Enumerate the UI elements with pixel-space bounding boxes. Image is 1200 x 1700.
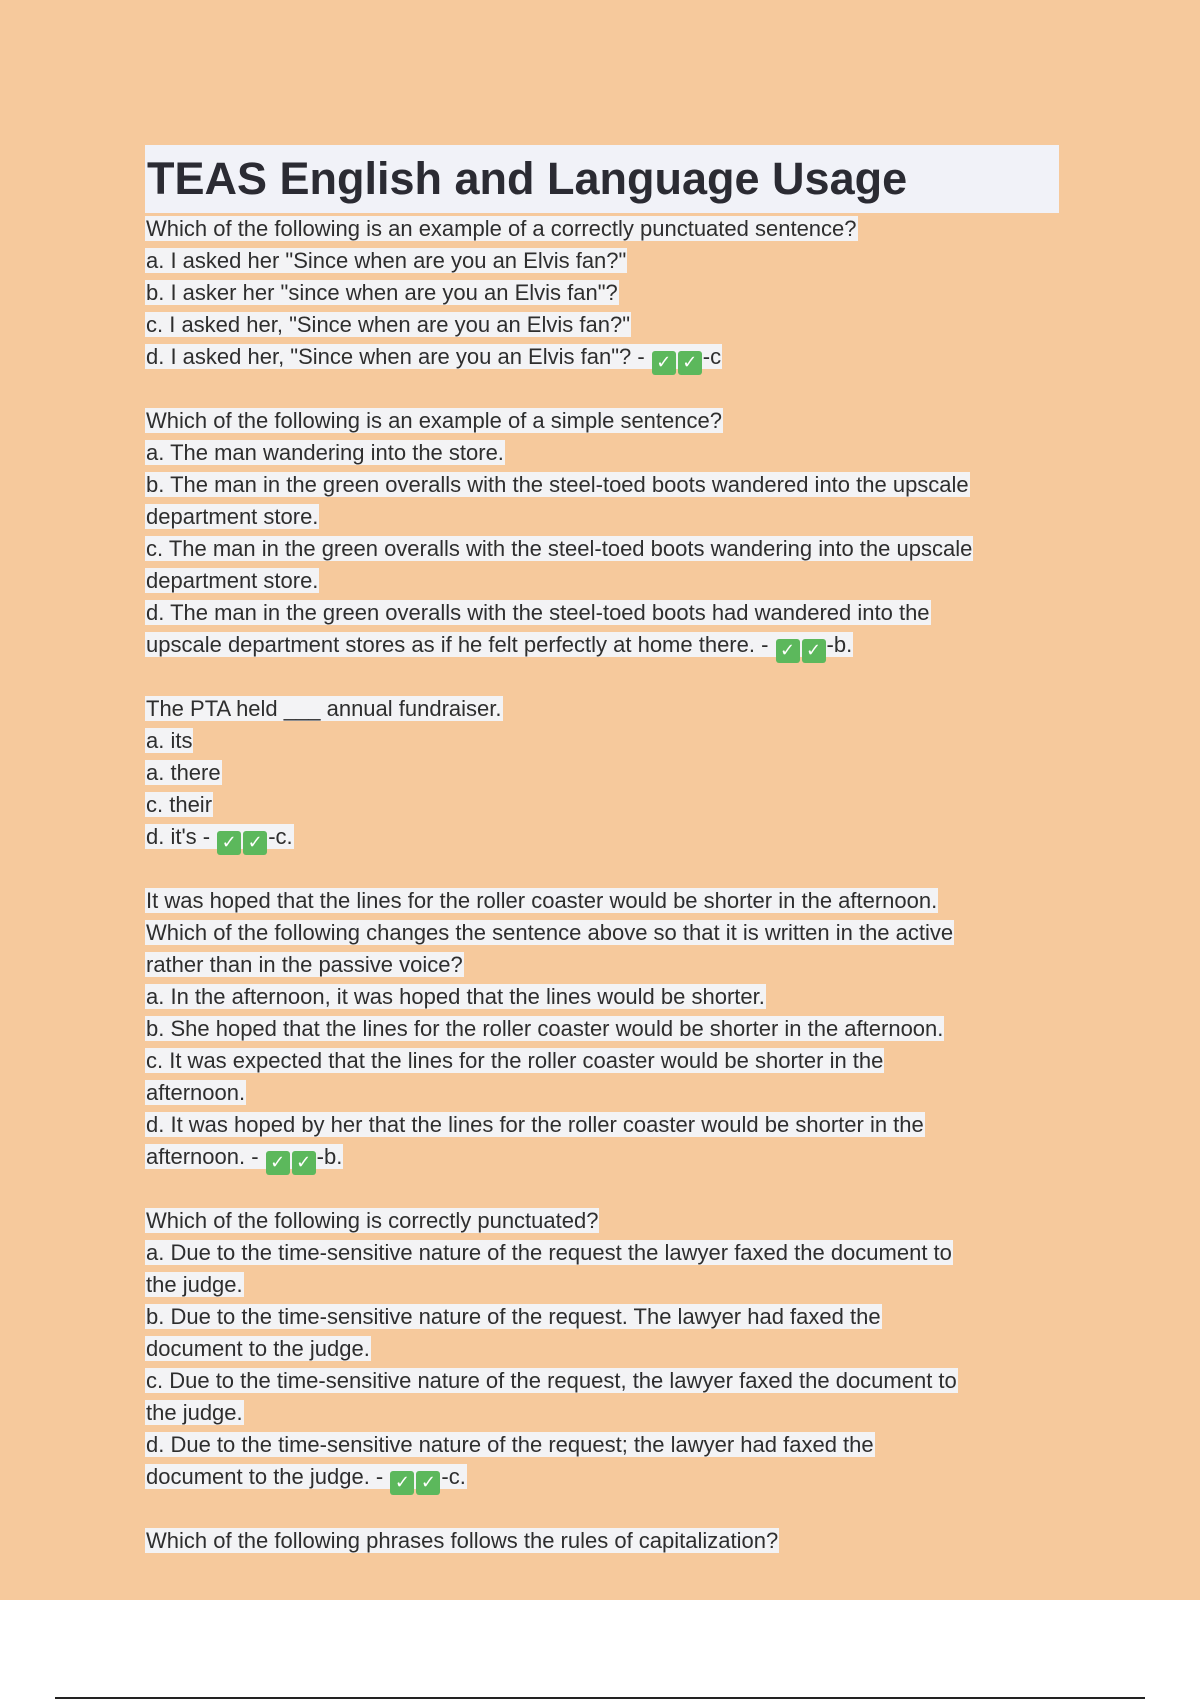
check-mark-icon: ✓ <box>416 1471 440 1495</box>
q2-answer: -b. <box>826 632 853 657</box>
check-mark-icon: ✓ <box>243 831 267 855</box>
check-mark-icon: ✓ <box>217 831 241 855</box>
q1-option-c: c. I asked her, "Since when are you an Elvis fan?" <box>146 312 630 337</box>
q1-option-a: a. I asked her "Since when are you an Elvis fan?" <box>146 248 627 273</box>
q5-option-a-cont: the judge. <box>146 1272 243 1297</box>
q5-option-d-cont: document to the judge. - ✓ ✓ -c. <box>146 1464 466 1493</box>
question-4-cont: rather than in the passive voice? <box>146 952 463 977</box>
q3-option-c: c. their <box>146 792 213 817</box>
page-title: TEAS English and Language Usage <box>145 145 1059 213</box>
check-mark-icon: ✓ <box>390 1471 414 1495</box>
q5-option-c-cont: the judge. <box>146 1400 243 1425</box>
q4-answer: -b. <box>316 1144 343 1169</box>
q2-option-d-cont: upscale department stores as if he felt perfectly at home there. - ✓ ✓ -b. <box>146 632 853 661</box>
q3-option-a: a. its <box>146 728 193 753</box>
question-3: The PTA held ___ annual fundraiser. <box>146 696 502 721</box>
q5-answer: -c. <box>441 1464 466 1489</box>
q2-option-b-cont: department store. <box>146 504 319 529</box>
question-5: Which of the following is correctly punctuated? <box>146 1208 599 1233</box>
check-mark-icon: ✓ <box>266 1151 290 1175</box>
footer-divider <box>55 1697 1145 1699</box>
q4-option-c-cont: afternoon. <box>146 1080 246 1105</box>
q3-option-b: a. there <box>146 760 221 785</box>
q2-option-b: b. The man in the green overalls with the steel-toed boots wandered into the upscale <box>146 472 969 497</box>
q2-option-d: d. The man in the green overalls with the steel-toed boots had wandered into the <box>146 600 930 625</box>
q4-option-b: b. She hoped that the lines for the roller coaster would be shorter in the afternoon. <box>146 1016 944 1041</box>
q5-option-a: a. Due to the time-sensitive nature of the request the lawyer faxed the document to <box>146 1240 952 1265</box>
q3-answer: -c. <box>268 824 293 849</box>
check-mark-icon: ✓ <box>678 351 702 375</box>
q2-option-c: c. The man in the green overalls with the steel-toed boots wandering into the upscale <box>146 536 973 561</box>
question-6: Which of the following phrases follows the rules of capitalization? <box>146 1528 779 1553</box>
question-2: Which of the following is an example of a simple sentence? <box>146 408 722 433</box>
q4-option-d: d. It was hoped by her that the lines for the roller coaster would be shorter in the <box>146 1112 924 1137</box>
q4-option-a: a. In the afternoon, it was hoped that the lines would be shorter. <box>146 984 765 1009</box>
q5-option-b: b. Due to the time-sensitive nature of the request. The lawyer had faxed the <box>146 1304 881 1329</box>
q2-option-a: a. The man wandering into the store. <box>146 440 504 465</box>
q5-option-c: c. Due to the time-sensitive nature of the request, the lawyer faxed the document to <box>146 1368 957 1393</box>
check-mark-icon: ✓ <box>652 351 676 375</box>
q5-option-d: d. Due to the time-sensitive nature of the request; the lawyer had faxed the <box>146 1432 874 1457</box>
q5-option-b-cont: document to the judge. <box>146 1336 370 1361</box>
q1-answer: -c <box>702 344 722 369</box>
check-mark-icon: ✓ <box>776 639 800 663</box>
question-4: It was hoped that the lines for the roller coaster would be shorter in the afternoon. <box>146 888 938 913</box>
check-mark-icon: ✓ <box>802 639 826 663</box>
check-mark-icon: ✓ <box>292 1151 316 1175</box>
q4-option-c: c. It was expected that the lines for the roller coaster would be shorter in the <box>146 1048 884 1073</box>
q1-option-b: b. I asker her "since when are you an Elvis fan"? <box>146 280 618 305</box>
q4-option-d-cont: afternoon. - ✓ ✓ -b. <box>146 1144 343 1173</box>
q1-option-d: d. I asked her, "Since when are you an Elvis fan"? - ✓ ✓ -c <box>146 344 722 373</box>
q3-option-d: d. it's - ✓ ✓ -c. <box>146 824 293 853</box>
question-4-cont: Which of the following changes the sentence above so that it is written in the active <box>146 920 954 945</box>
document-content <box>145 145 1065 1557</box>
q2-option-c-cont: department store. <box>146 568 319 593</box>
question-1: Which of the following is an example of a correctly punctuated sentence? <box>146 216 857 241</box>
